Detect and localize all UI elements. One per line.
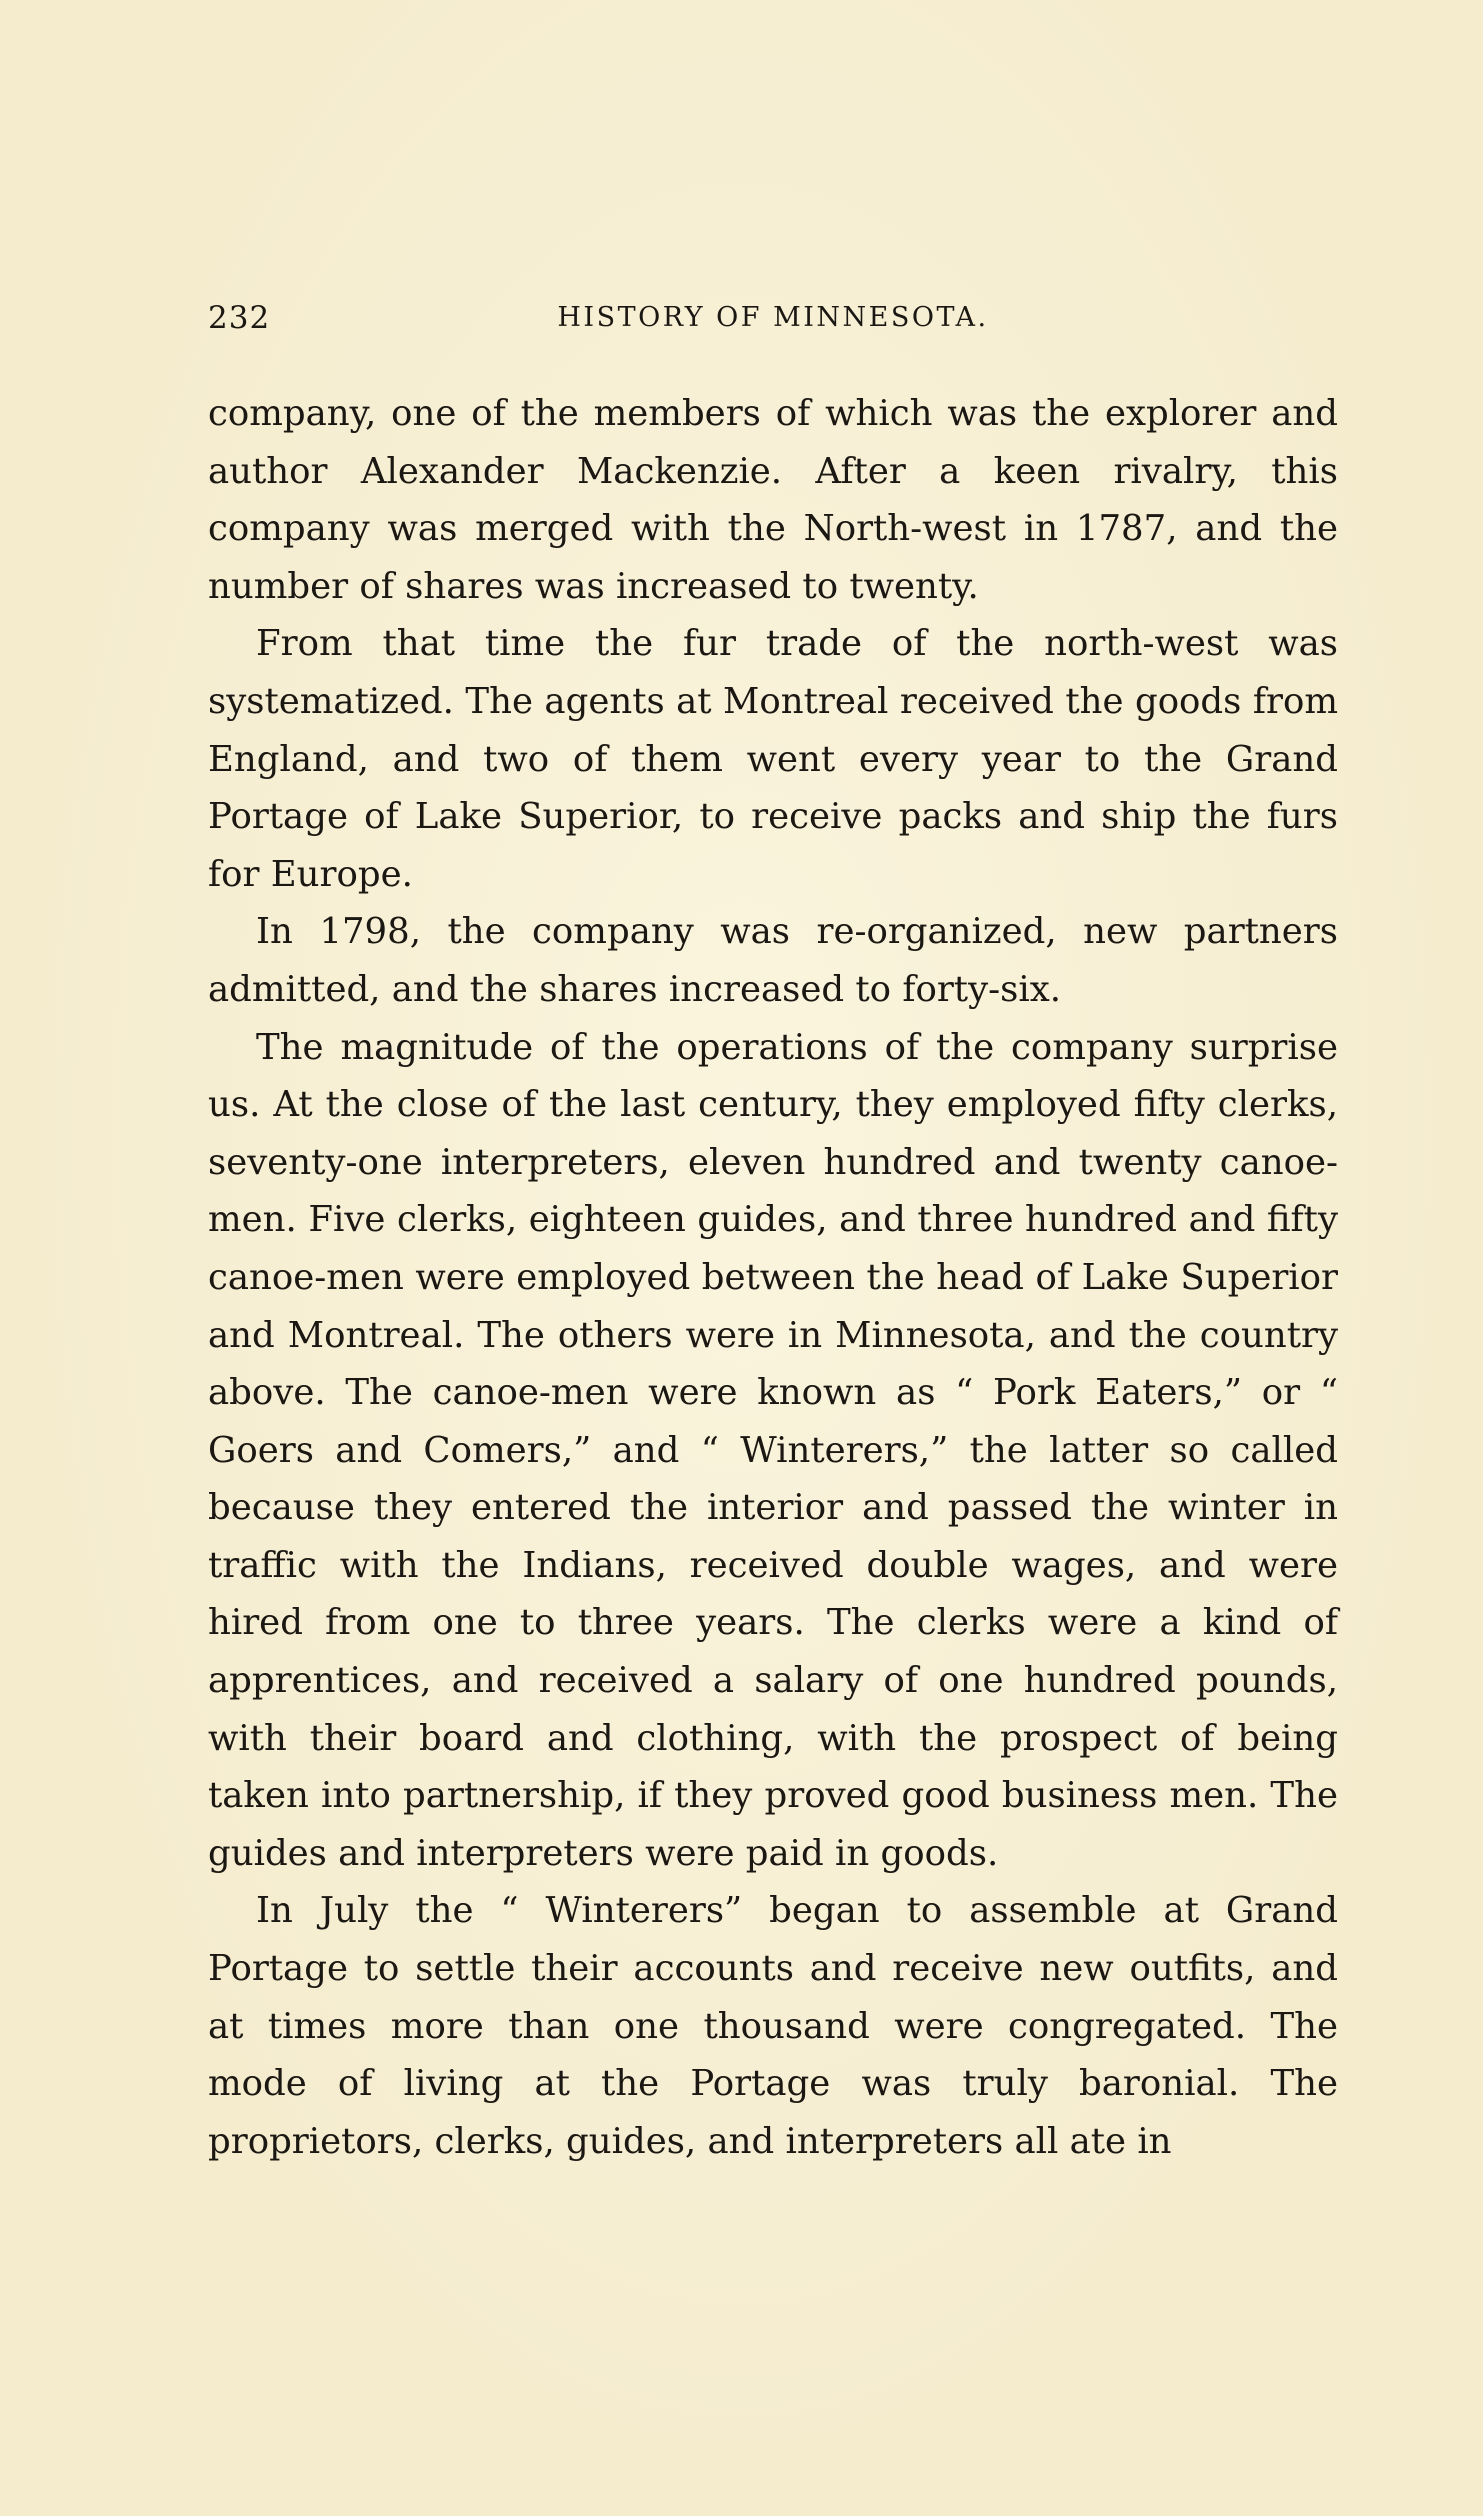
running-head: HISTORY OF MINNESOTA. bbox=[557, 302, 989, 333]
paragraph-1: company, one of the members of which was the explorer and author Alexander Mackenzie. After a keen rivalry, this company was merged with the North-west in 1787, and the number of shares was increased to twenty. bbox=[208, 393, 1338, 607]
page-number: 232 bbox=[208, 300, 271, 336]
page-header bbox=[208, 300, 1338, 350]
paragraph-2: From that time the fur trade of the north-west was systematized. The agents at Montreal received the goods from England, and two of them went every year to the Grand Portage of Lake Superior, to receive packs and ship the furs for Europe. bbox=[208, 623, 1338, 895]
paragraph-4: The magnitude of the operations of the company surprise us. At the close of the last century, they employed fifty clerks, seventy-one interpreters, eleven hundred and twenty canoe-men. Five clerks, eighteen guides, and three hundred and fifty canoe-men were employed between the head of Lake Superior and Montreal. The others were in Minnesota, and the country above. The canoe-men were known as “ Pork Eaters,” or “ Goers and Comers,” and “ Winterers,” the latter so called because they entered the interior and passed the winter in traffic with the Indians, received double wages, and were hired from one to three years. The clerks were a kind of apprentices, and received a salary of one hundred pounds, with their board and clothing, with the prospect of being taken into partnership, if they proved good business men. The guides and interpreters were paid in goods. bbox=[208, 1026, 1338, 1874]
paragraph-5: In July the “ Winterers” began to assemble at Grand Portage to settle their accounts and receive new outfits, and at times more than one thousand were congregated. The mode of living at the Portage was truly baronial. The proprietors, clerks, guides, and interpreters all ate in bbox=[208, 1890, 1338, 2162]
paragraph-3: In 1798, the company was re-organized, new partners admitted, and the shares increased to forty-six. bbox=[208, 911, 1338, 1010]
body-text bbox=[208, 385, 1338, 2170]
